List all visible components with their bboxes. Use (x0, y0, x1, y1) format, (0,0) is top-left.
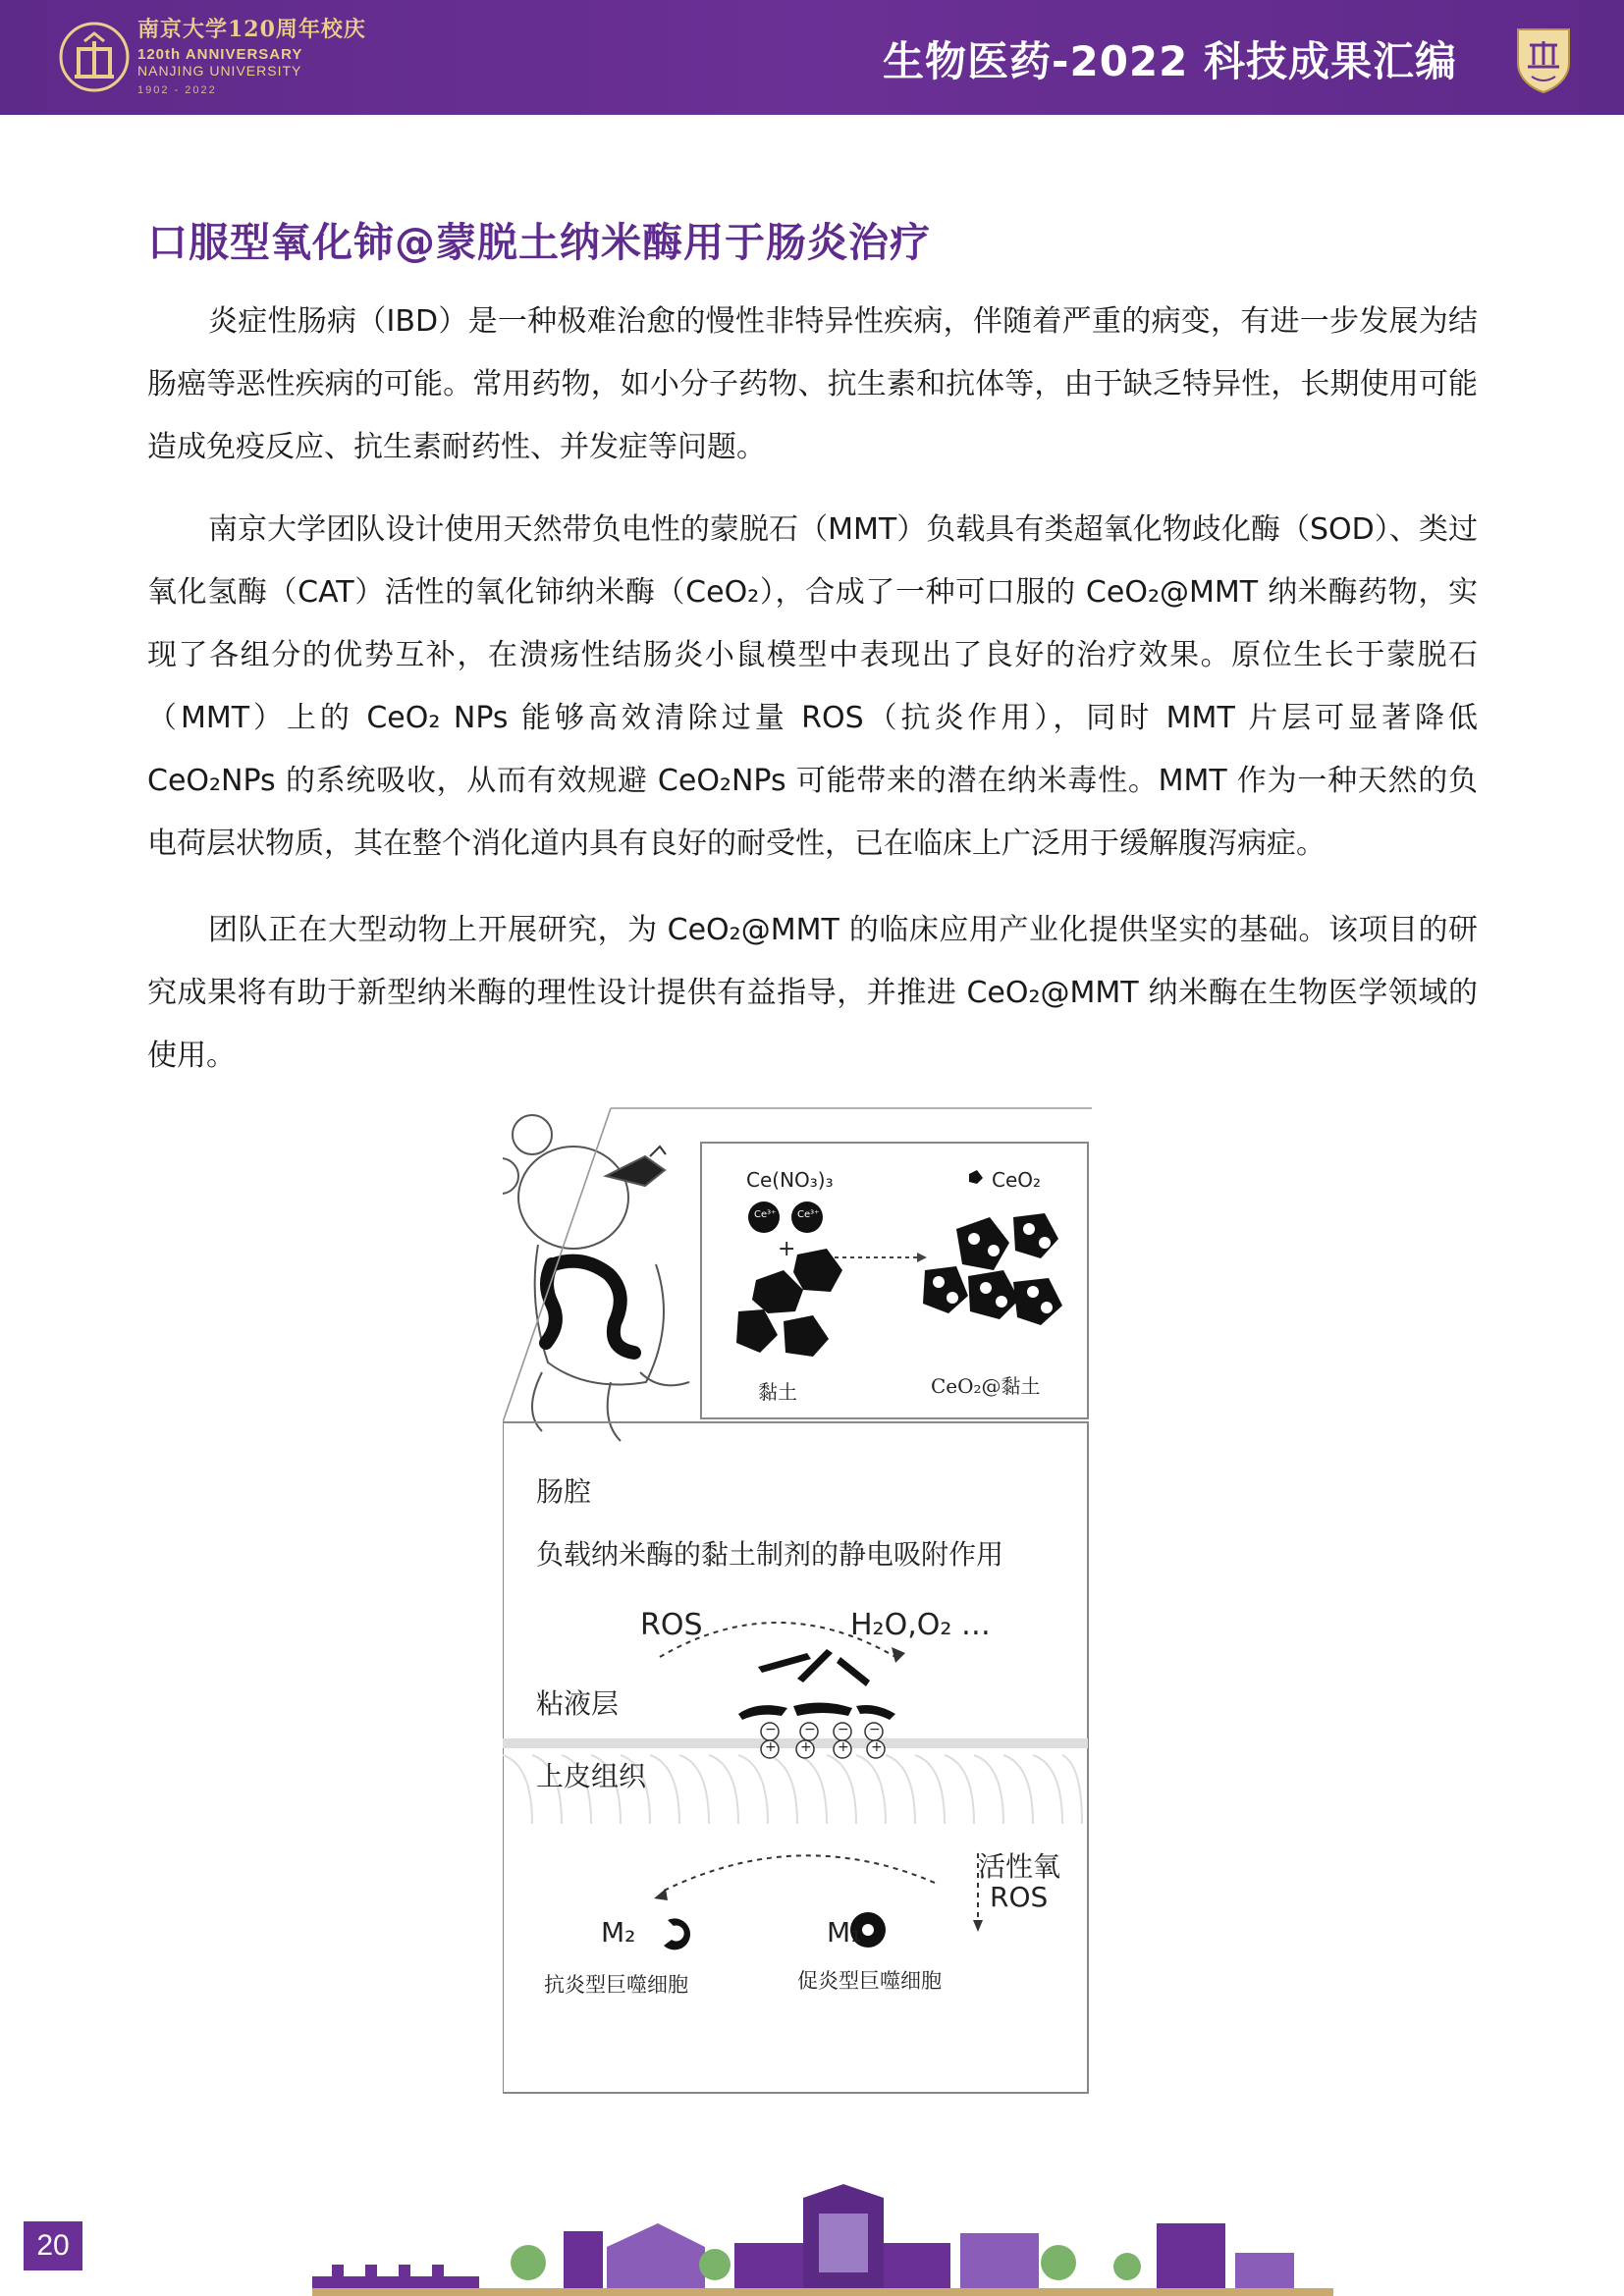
m1-description: 促炎型巨噬细胞 (797, 1969, 942, 1993)
adsorption-label: 负载纳米酶的黏土制剂的静电吸附作用 (536, 1538, 1004, 1571)
ceo2-particle-icon (969, 1170, 983, 1184)
epithelium-label: 上皮组织 (536, 1760, 647, 1792)
ceo2-clay-icon (923, 1213, 1062, 1325)
plus-sign: + (778, 1237, 796, 1261)
campus-skyline-illustration (312, 2184, 1333, 2296)
anniversary-cn: 南京大学120周年校庆 (137, 17, 366, 42)
m2-description: 抗炎型巨噬细胞 (544, 1973, 688, 1997)
products-label: H₂O,O₂ … (850, 1608, 991, 1642)
ce-ion-label-2: Ce³⁺ (797, 1209, 820, 1220)
m2-label: M₂ (601, 1916, 636, 1949)
positive-charge: + (800, 1739, 812, 1755)
m2-macrophage-icon (664, 1918, 690, 1949)
paragraph-method: 南京大学团队设计使用天然带负电性的蒙脱石（MMT）负载具有类超氧化物歧化酶（SOD）、类过氧化氢酶（CAT）活性的氧化铈纳米酶（CeO₂），合成了一种可口服的 CeO₂@MMT 纳米酶药物，实现了各组分的优势互补，在溃疡性结肠炎小鼠模型中表现出了良好的治疗效果。原位生长于蒙脱石（MMT）上的 CeO₂ NPs 能够高效清除过量 ROS（抗炎作用），同时 MMT 片层可显著降低 CeO₂NPs 的系统吸收，从而有效规避 CeO₂NPs 可能带来的潜在纳米毒性。MMT 作为一种天然的负电荷层状物质，其在整个消化道内具有良好的耐受性，已在临床上广泛用于缓解腹泻病症。 (147, 512, 1478, 861)
active-oxygen-label: 活性氧 (978, 1850, 1061, 1883)
mucus-label: 粘液层 (536, 1687, 620, 1720)
clay-icon (736, 1249, 842, 1357)
precursor-label: Ce(NO₃)₃ (746, 1168, 834, 1192)
page-number: 20 (24, 2221, 82, 2270)
polarization-arrow (660, 1855, 935, 1893)
ros-down-arrowhead (973, 1920, 983, 1932)
article-title: 口服型氧化铈@蒙脱土纳米酶用于肠炎治疗 (147, 219, 931, 266)
paragraph-outlook: 团队正在大型动物上开展研究，为 CeO₂@MMT 的临床应用产业化提供坚实的基础。该项目的研究成果将有助于新型纳米酶的理性设计提供有益指导，并推进 CeO₂@MMT 纳米酶在生物医学领域的使用。 (147, 913, 1478, 1073)
figure-drawing (503, 1107, 1092, 2095)
positive-charge: + (871, 1739, 883, 1755)
ros-arrowhead (892, 1647, 905, 1663)
ceo2-label: CeO₂ (992, 1168, 1042, 1192)
mouse-icon (503, 1115, 689, 1441)
m1-label: M₁ (827, 1916, 862, 1949)
positive-charge: + (765, 1739, 777, 1755)
anniversary-en: 120th ANNIVERSARY (137, 46, 303, 64)
anniversary-text (137, 18, 366, 96)
page-header (0, 0, 1624, 115)
university-name-en: NANJING UNIVERSITY (137, 62, 302, 79)
paragraph-intro: 炎症性肠病（IBD）是一种极难治愈的慢性非特异性疾病，伴随着严重的病变，有进一步发展为结肠癌等恶性疾病的可能。常用药物，如小分子药物、抗生素和抗体等，由于缺乏特异性，长期使用可能造成免疫反应、抗生素耐药性、并发症等问题。 (147, 304, 1478, 464)
ce-ion-label-1: Ce³⁺ (754, 1209, 777, 1220)
clay-label: 黏土 (758, 1380, 797, 1404)
negative-charge: − (804, 1722, 816, 1737)
negative-charge: − (765, 1722, 777, 1737)
ros-active-label: ROS (990, 1881, 1049, 1913)
ceo2-clay-label: CeO₂@黏土 (931, 1374, 1041, 1398)
reaction-arrowhead (917, 1253, 927, 1262)
nanozyme-flakes-icon (738, 1649, 895, 1720)
ros-label: ROS (640, 1608, 703, 1642)
lumen-label: 肠腔 (536, 1475, 592, 1508)
positive-charge: + (838, 1739, 849, 1755)
negative-charge: − (838, 1722, 849, 1737)
university-crest-icon (1514, 24, 1573, 94)
mechanism-figure (503, 1107, 1092, 2095)
negative-charge: − (869, 1722, 881, 1737)
anniversary-years: 1902 - 2022 (137, 84, 217, 97)
polarization-arrowhead (654, 1889, 668, 1900)
publication-title: 生物医药-2022 科技成果汇编 (883, 37, 1457, 85)
intestine-icon (546, 1261, 634, 1353)
university-logo-icon (57, 20, 132, 94)
